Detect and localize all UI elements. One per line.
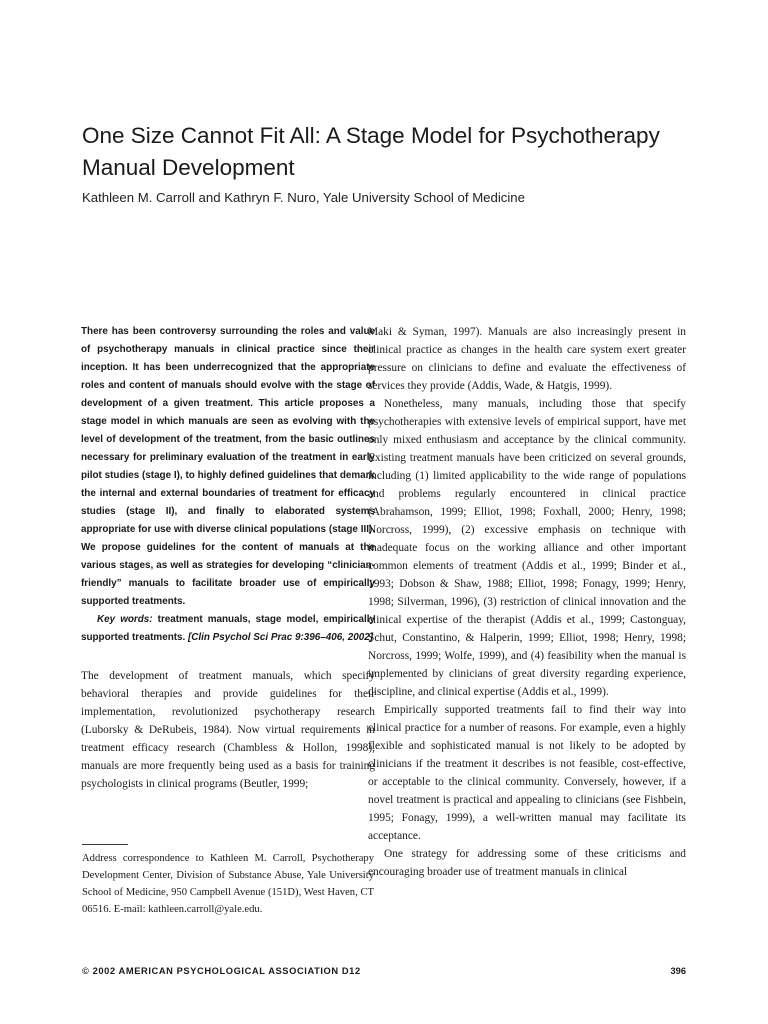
abstract-text: There has been controversy surrounding the roles and value of psychotherapy manuals in clinical practice since their inception. It has been underrecognized that the appropriate roles and content of manuals should evolve with the stage of development of a given treatment. This article proposes a stage model in which manuals are seen as evolving with the level of development of the treatment, from the basic outlines necessary for preliminary evaluation of the treatment in early pilot studies (stage I), to highly defined guidelines that demark the internal and external boundaries of treatment for efficacy studies (stage II), and finally to elaborated systems appropriate for use with diverse clinical populations (stage III). We propose guidelines for the content of manuals at the various stages, as well as strategies for developing “clinician-friendly” manuals to facilitate broader use of empirically supported treatments. <box>81 326 375 607</box>
body-paragraph: One strategy for addressing some of these criticisms and encouraging broader use of treatment manuals in clinical <box>368 848 686 878</box>
body-paragraph: The development of treatment manuals, which specify behavioral therapies and provide guidelines for their implementation, revolutionized psychotherapy research (Luborsky & DeRubeis, 1984). Now virtual requirements in treatment efficacy research (Chambless & Hollon, 1998), manuals are more frequently being used as a basis for training psychologists in clinical programs (Beutler, 1999; <box>81 670 375 790</box>
page-number: 396 <box>670 966 686 976</box>
left-column <box>81 323 375 793</box>
body-paragraph: Empirically supported treatments fail to find their way into clinical practice for a number of reasons. For example, even a highly flexible and sophisticated manual is not likely to be adopted by clinicians if the treatment it describes is not feasible, cost-effective, or acceptable to the clinical community. Conversely, however, if a novel treatment is practical and appealing to clinicians (see Fishbein, 1995; Fonagy, 1999), a well-written manual may facilitate its acceptance. <box>368 704 686 842</box>
keywords-paragraph <box>81 611 375 647</box>
body-paragraph: Maki & Syman, 1997). Manuals are also increasingly present in clinical practice as changes in the health care system exert greater pressure on clinicians to define and evaluate the effectiveness of services they provide (Addis, Wade, & Hatgis, 1999). <box>368 326 686 392</box>
body-left <box>81 667 375 793</box>
footnote-rule <box>82 844 128 845</box>
right-column <box>368 323 686 881</box>
correspondence-footnote: Address correspondence to Kathleen M. Carroll, Psychotherapy Development Center, Division of Substance Abuse, Yale University School of Medicine, 950 Campbell Avenue (151D), West Haven, CT 06516. E-mail: kathleen.carroll@yale.edu. <box>82 853 374 915</box>
abstract <box>81 323 375 647</box>
copyright-footer: © 2002 AMERICAN PSYCHOLOGICAL ASSOCIATION D12 <box>82 966 361 976</box>
body-paragraph: Nonetheless, many manuals, including those that specify psychotherapies with extensive levels of empirical support, have met only mixed enthusiasm and acceptance by the clinical community. Existing treatment manuals have been criticized on several grounds, including (1) limited applicability to the wide range of populations and problems regularly encountered in clinical practice (Abrahamson, 1999; Elliot, 1998; Foxhall, 2000; Henry, 1998; Norcross, 1999), (2) excessive emphasis on technique with inadequate focus on the working alliance and other important common elements of treatment (Addis et al., 1999; Binder et al., 1993; Dobson & Shaw, 1988; Elliot, 1998; Fonagy, 1999; Henry, 1998; Silverman, 1996), (3) restriction of clinical innovation and the clinical expertise of the therapist (Addis et al., 1999; Castonguay, Schut, Constantino, & Halperin, 1999; Elliot, 1998; Henry, 1998; Norcross, 1999; Wolfe, 1999), and (4) feasibility when the manual is implemented by clinicians of great diversity regarding experience, discipline, and clinical expertise (Addis et al., 1999). <box>368 398 686 698</box>
article-title: One Size Cannot Fit All: A Stage Model for Psychotherapy Manual Development <box>82 123 660 180</box>
citation: [Clin Psychol Sci Prac 9:396–406, 2002] <box>188 632 373 643</box>
keywords-list: treatment manuals, stage model, empirically supported treatments. <box>81 614 375 643</box>
keywords-label: Key words: <box>97 614 153 625</box>
author-line: Kathleen M. Carroll and Kathryn F. Nuro, Yale University School of Medicine <box>82 190 525 205</box>
